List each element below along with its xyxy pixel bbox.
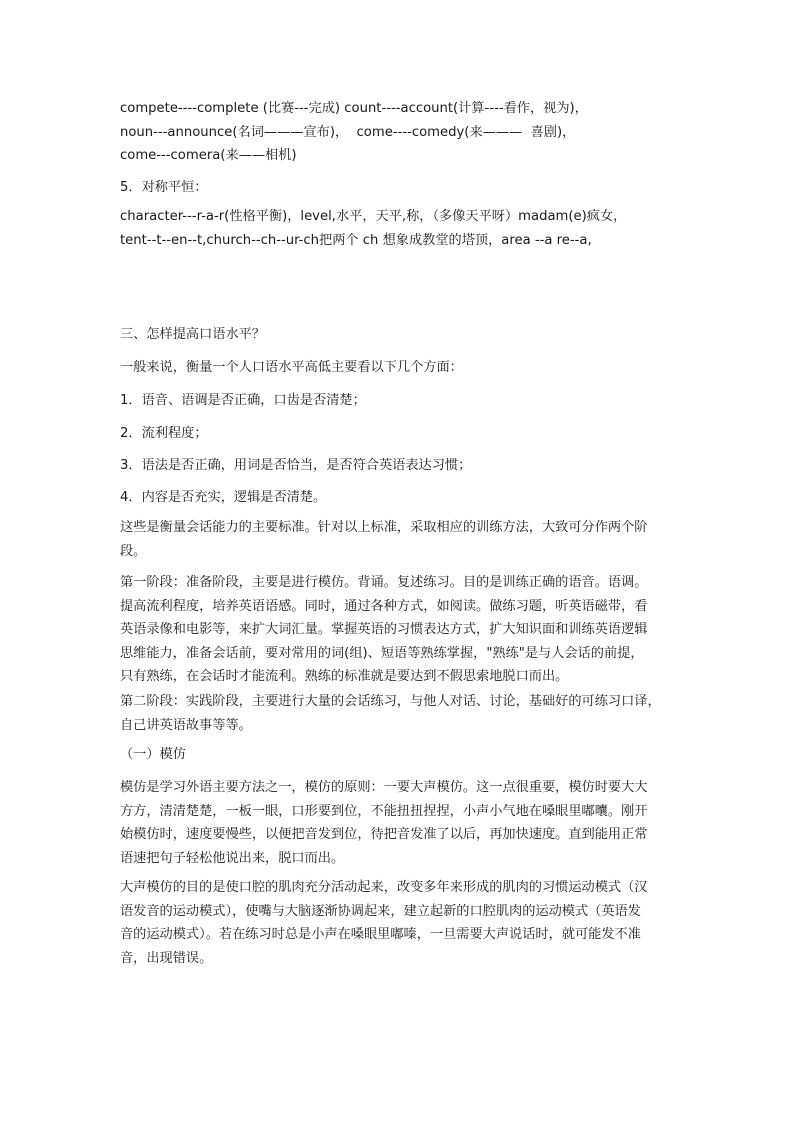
intro-paragraph: 一般来说，衡量一个人口语水平高低主要看以下几个方面：: [120, 360, 463, 375]
list-item-2: 2．流利程度；: [120, 426, 208, 441]
list-item-1: 1．语音、语调是否正确，口齿是否清楚；: [120, 393, 366, 408]
stage-two-paragraph: 第二阶段：实践阶段，主要进行大量的会话练习，与他人对话、讨论，基础好的可练习口译， 自己讲英语故事等等。: [120, 694, 661, 733]
standards-paragraph: 这些是衡量会话能力的主要标准。针对以上标准，采取相应的训练方法，大致可分作两个阶 段。: [120, 520, 648, 559]
list-item-4: 4．内容是否充实，逻辑是否清楚。: [120, 490, 327, 505]
loud-imitation-paragraph: 大声模仿的目的是使口腔的肌肉充分活动起来，改变多年来形成的肌肉的习惯运动模式（汉 语发音的运动模式），使嘴与大脑逐渐协调起来，建立起新的口腔肌肉的运动模式（英语发 音的运动模式）。若在练习时总是小声在嗓眼里嘟嗪，一旦需要大声说话时，就可能发不准 音，出现错误。: [120, 880, 648, 966]
stage-one-paragraph: 第一阶段：准备阶段，主要是进行模仿。背诵。复述练习。目的是训练正确的语音。语调。 提高流利程度，培养英语语感。同时，通过各种方式，如阅读。做练习题，听英语磁带，看 英语录像和电影等，来扩大词汇量。掌握英语的习惯表达方式，扩大知识面和训练英语逻辑 思维能力，准备会话前，要对常用的词(组)、短语等熟练掌握，"熟练"是与人会话的前提， 只有熟练，在会话时才能流利。熟练的标准就是要达到不假思索地脱口而出。: [120, 575, 648, 684]
word-pairs-paragraph: compete----complete (比赛---完成) count----account(计算----看作，视为)， noun---announce(名词———宣布)， come----comedy(来——— 喜剧)， come---comera(来——相机): [120, 101, 588, 163]
section-3-heading: 三、怎样提高口语水平？: [120, 327, 266, 342]
imitation-heading: （一）模仿: [120, 747, 186, 762]
section-5-heading: 5．对称平恒：: [120, 180, 208, 195]
imitation-paragraph: 模仿是学习外语主要方法之一，模仿的原则：一要大声模仿。这一点很重要，模仿时要大大 方方，清清楚楚，一板一眼，口形要到位，不能扭扭捏捏，小声小气地在嗓眼里嘟囔。刚开 始模仿时，速度要慢些，以便把音发到位，待把音发准了以后，再加快速度。直到能用正常 语速把句子轻松他说出来，脱口而出。: [120, 780, 648, 866]
list-item-3: 3．语法是否正确，用词是否恰当，是否符合英语表达习惯；: [120, 458, 472, 473]
symmetry-examples-paragraph: character---r-a-r(性格平衡)，level,水平，天平,称，（多像天平呀）madam(e)疯女， tent--t--en--t,church--ch--ur-ch把两个 ch 想象成教堂的塔顶，area --a re--a,: [120, 209, 627, 248]
